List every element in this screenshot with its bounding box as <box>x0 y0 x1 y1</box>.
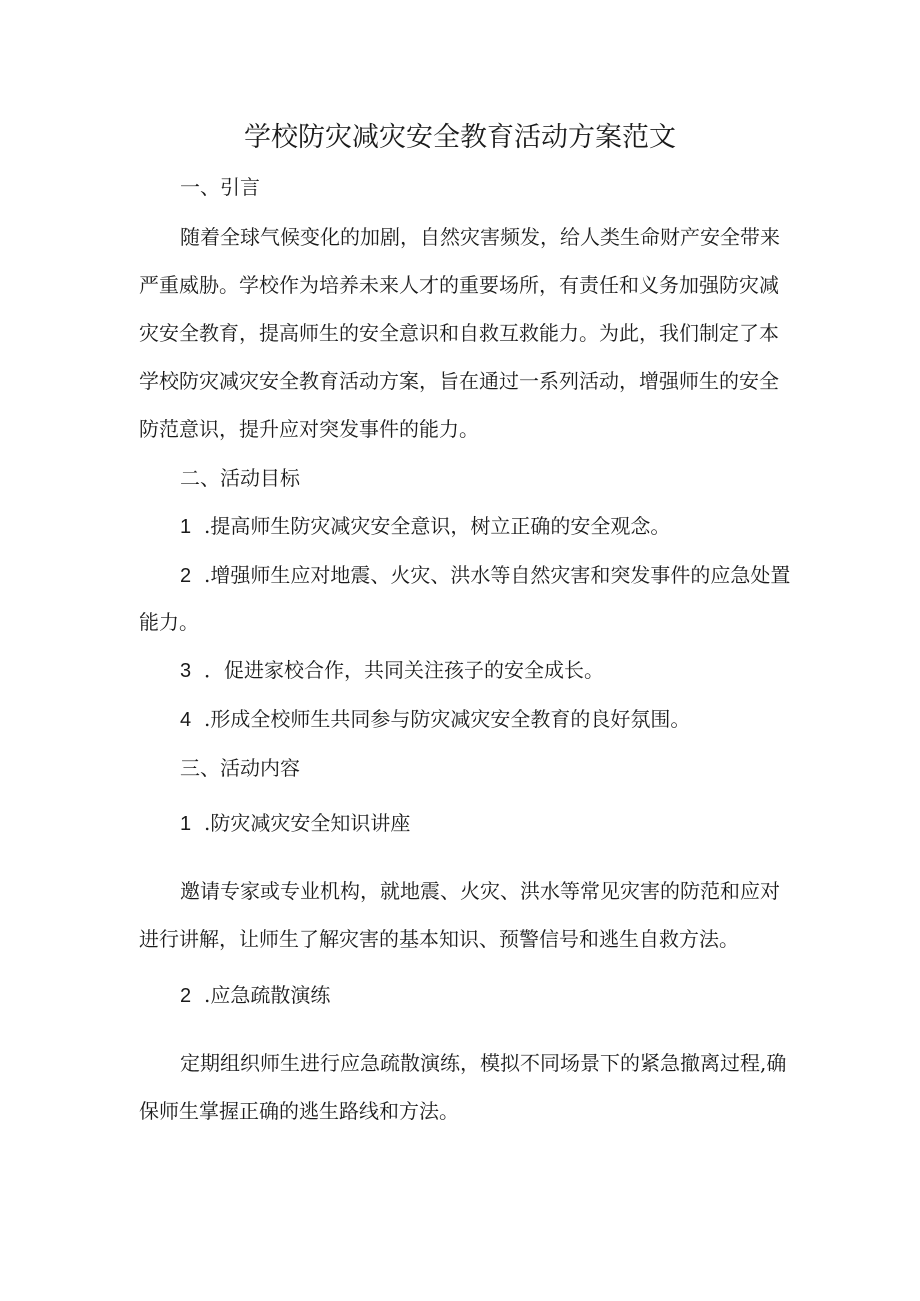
paragraph-line: 定期组织师生进行应急疏散演练，模拟不同场景下的紧急撤离过程,确 <box>180 1051 787 1075</box>
goal-item-2 <box>180 560 790 591</box>
subsection-title: .应急疏散演练 <box>204 983 331 1007</box>
subsection-number: 2 <box>180 985 192 1007</box>
goal-text: ．促进家校合作，共同关注孩子的安全成长。 <box>204 658 604 682</box>
document-title: 学校防灾减灾安全教育活动方案范文 <box>244 122 676 153</box>
goal-text: .形成全校师生共同参与防灾减灾安全教育的良好氛围。 <box>204 707 691 731</box>
section-heading-content: 三、活动内容 <box>180 756 300 780</box>
subsection-title-lecture <box>180 808 410 839</box>
paragraph-line: 进行讲解，让师生了解灾害的基本知识、预警信号和逃生自救方法。 <box>139 927 739 951</box>
paragraph-line: 防范意识，提升应对突发事件的能力。 <box>139 417 479 441</box>
goal-number: 4 <box>180 709 192 731</box>
goal-item-4 <box>180 704 690 735</box>
goal-item-1 <box>180 511 670 542</box>
goal-number: 3 <box>180 660 192 682</box>
paragraph-line: 严重威胁。学校作为培养未来人才的重要场所，有责任和义务加强防灾减 <box>139 273 779 297</box>
paragraph-line: 学校防灾减灾安全教育活动方案，旨在通过一系列活动，增强师生的安全 <box>139 369 779 393</box>
goal-text: .增强师生应对地震、火灾、洪水等自然灾害和突发事件的应急处置 <box>204 563 791 587</box>
goal-item-3 <box>180 655 604 686</box>
paragraph-line: 保师生掌握正确的逃生路线和方法。 <box>139 1099 459 1123</box>
subsection-title: .防灾减灾安全知识讲座 <box>204 811 411 835</box>
goal-number: 2 <box>180 565 192 587</box>
paragraph-line: 灾安全教育，提高师生的安全意识和自救互救能力。为此，我们制定了本 <box>139 321 779 345</box>
paragraph-line: 邀请专家或专业机构，就地震、火灾、洪水等常见灾害的防范和应对 <box>180 879 780 903</box>
subsection-number: 1 <box>180 813 192 835</box>
subsection-title-drill <box>180 980 330 1011</box>
goal-number: 1 <box>180 516 192 538</box>
paragraph-line: 随着全球气候变化的加剧，自然灾害频发，给人类生命财产安全带来 <box>180 225 780 249</box>
goal-text: .提高师生防灾减灾安全意识，树立正确的安全观念。 <box>204 514 671 538</box>
section-heading-goals: 二、活动目标 <box>180 466 300 490</box>
goal-text-continuation: 能力。 <box>139 610 199 634</box>
section-heading-introduction: 一、引言 <box>180 175 260 199</box>
